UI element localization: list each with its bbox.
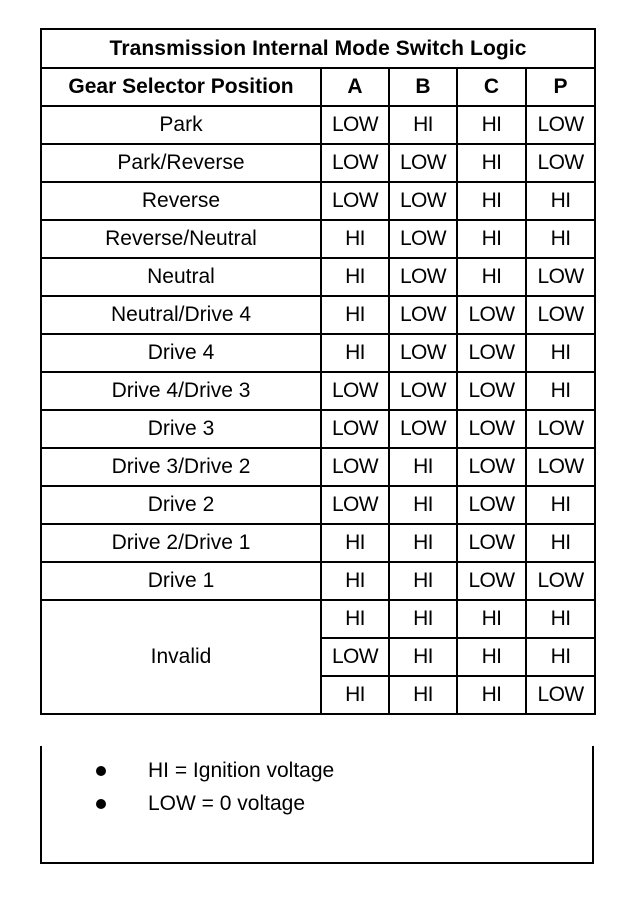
switch-p-value: HI (526, 638, 595, 676)
header-column-b: B (389, 68, 457, 106)
switch-c-value: HI (457, 638, 526, 676)
switch-c-value: LOW (457, 410, 526, 448)
legend-low-text: LOW = 0 voltage (148, 792, 305, 815)
switch-b-value: LOW (389, 258, 457, 296)
title-row (41, 29, 595, 68)
switch-a-value: HI (321, 296, 389, 334)
table-row (41, 106, 595, 144)
switch-b-value: HI (389, 562, 457, 600)
bullet-icon (96, 766, 106, 776)
switch-c-value: HI (457, 676, 526, 714)
switch-p-value: LOW (526, 410, 595, 448)
switch-p-value: HI (526, 220, 595, 258)
header-column-p: P (526, 68, 595, 106)
switch-p-value: HI (526, 182, 595, 220)
switch-c-value: LOW (457, 486, 526, 524)
switch-p-value: LOW (526, 258, 595, 296)
table-title: Transmission Internal Mode Switch Logic (41, 29, 595, 68)
switch-p-value: LOW (526, 296, 595, 334)
switch-c-value: HI (457, 600, 526, 638)
switch-p-value: LOW (526, 676, 595, 714)
switch-p-value: HI (526, 334, 595, 372)
table-row (41, 410, 595, 448)
switch-c-value: LOW (457, 524, 526, 562)
switch-a-value: HI (321, 676, 389, 714)
bullet-icon (96, 799, 106, 809)
switch-a-value: LOW (321, 182, 389, 220)
switch-c-value: HI (457, 144, 526, 182)
switch-c-value: HI (457, 106, 526, 144)
switch-p-value: HI (526, 524, 595, 562)
switch-b-value: LOW (389, 182, 457, 220)
switch-b-value: HI (389, 486, 457, 524)
gear-position-cell: Drive 4 (41, 334, 321, 372)
switch-p-value: LOW (526, 448, 595, 486)
table-row (41, 486, 595, 524)
gear-position-cell: Park (41, 106, 321, 144)
switch-b-value: LOW (389, 220, 457, 258)
invalid-row (41, 600, 595, 638)
table-row (41, 334, 595, 372)
switch-c-value: LOW (457, 562, 526, 600)
gear-position-cell: Drive 2/Drive 1 (41, 524, 321, 562)
gear-position-cell: Drive 3 (41, 410, 321, 448)
switch-b-value: HI (389, 600, 457, 638)
invalid-label-cell: Invalid (41, 600, 321, 714)
switch-a-value: LOW (321, 638, 389, 676)
switch-a-value: LOW (321, 410, 389, 448)
switch-p-value: LOW (526, 562, 595, 600)
gear-position-cell: Drive 4/Drive 3 (41, 372, 321, 410)
switch-a-value: LOW (321, 144, 389, 182)
header-column-a: A (321, 68, 389, 106)
switch-p-value: HI (526, 600, 595, 638)
switch-p-value: HI (526, 372, 595, 410)
switch-a-value: HI (321, 524, 389, 562)
switch-a-value: LOW (321, 372, 389, 410)
switch-b-value: HI (389, 106, 457, 144)
switch-c-value: LOW (457, 372, 526, 410)
switch-b-value: HI (389, 676, 457, 714)
header-gear-selector-position: Gear Selector Position (41, 68, 321, 106)
table-row (41, 220, 595, 258)
table-row (41, 524, 595, 562)
table-row (41, 258, 595, 296)
switch-a-value: HI (321, 600, 389, 638)
switch-a-value: LOW (321, 448, 389, 486)
header-row (41, 68, 595, 106)
switch-a-value: HI (321, 334, 389, 372)
gear-position-cell: Reverse (41, 182, 321, 220)
table-row (41, 182, 595, 220)
switch-a-value: HI (321, 562, 389, 600)
switch-a-value: HI (321, 220, 389, 258)
switch-a-value: HI (321, 258, 389, 296)
table-row (41, 562, 595, 600)
switch-b-value: HI (389, 448, 457, 486)
switch-c-value: LOW (457, 448, 526, 486)
switch-b-value: LOW (389, 334, 457, 372)
gear-position-cell: Drive 2 (41, 486, 321, 524)
gear-position-cell: Drive 3/Drive 2 (41, 448, 321, 486)
table-row (41, 372, 595, 410)
header-column-c: C (457, 68, 526, 106)
switch-c-value: HI (457, 258, 526, 296)
switch-b-value: HI (389, 638, 457, 676)
gear-position-cell: Reverse/Neutral (41, 220, 321, 258)
switch-a-value: LOW (321, 486, 389, 524)
gear-position-cell: Neutral/Drive 4 (41, 296, 321, 334)
table-row (41, 144, 595, 182)
switch-p-value: HI (526, 486, 595, 524)
switch-a-value: LOW (321, 106, 389, 144)
legend-hi-text: HI = Ignition voltage (148, 759, 335, 782)
gear-position-cell: Drive 1 (41, 562, 321, 600)
switch-b-value: LOW (389, 372, 457, 410)
table-row (41, 448, 595, 486)
switch-c-value: LOW (457, 296, 526, 334)
switch-p-value: LOW (526, 106, 595, 144)
switch-b-value: LOW (389, 296, 457, 334)
table-row (41, 296, 595, 334)
switch-b-value: HI (389, 524, 457, 562)
gear-position-cell: Park/Reverse (41, 144, 321, 182)
switch-c-value: HI (457, 182, 526, 220)
switch-b-value: LOW (389, 144, 457, 182)
legend (40, 746, 594, 864)
switch-c-value: LOW (457, 334, 526, 372)
switch-b-value: LOW (389, 410, 457, 448)
mode-switch-logic-table (40, 28, 596, 715)
switch-c-value: HI (457, 220, 526, 258)
switch-p-value: LOW (526, 144, 595, 182)
gear-position-cell: Neutral (41, 258, 321, 296)
